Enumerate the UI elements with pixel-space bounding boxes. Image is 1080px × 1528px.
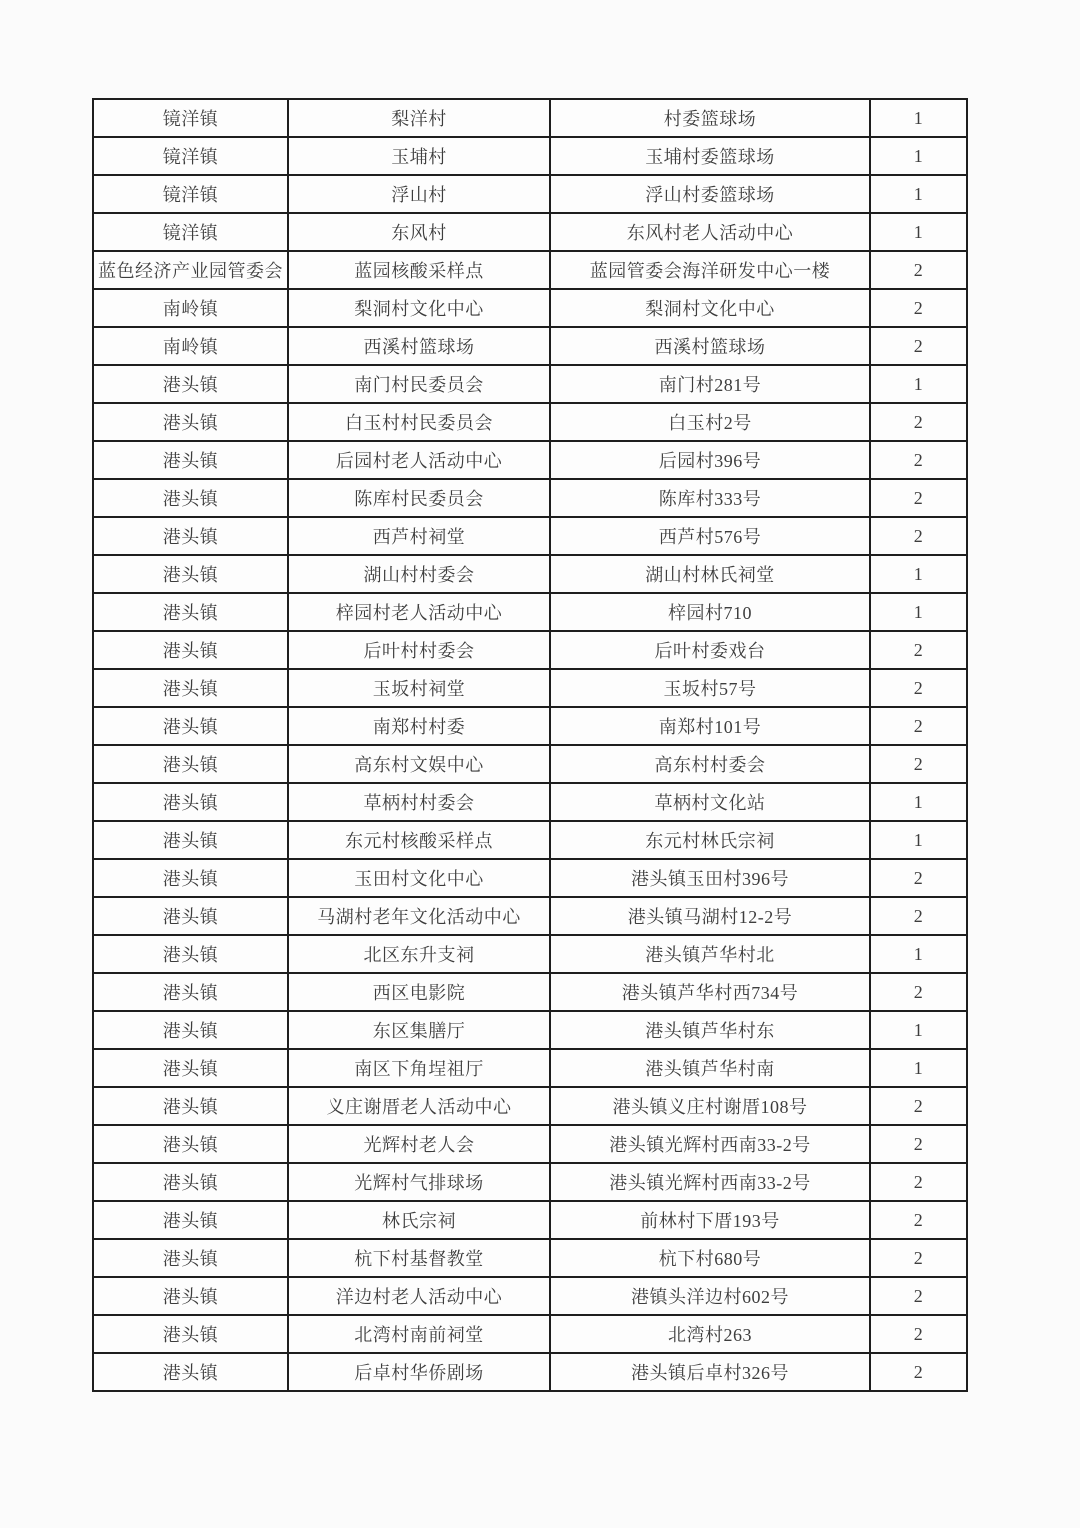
table-row	[93, 935, 967, 973]
cell-count: 2	[870, 973, 967, 1011]
cell-site-name: 东区集膳厅	[288, 1011, 550, 1049]
table-row	[93, 821, 967, 859]
cell-count: 1	[870, 1011, 967, 1049]
cell-address: 港头镇玉田村396号	[550, 859, 870, 897]
cell-site-name: 东风村	[288, 213, 550, 251]
cell-site-name: 西区电影院	[288, 973, 550, 1011]
cell-count: 1	[870, 1049, 967, 1087]
cell-count: 2	[870, 403, 967, 441]
cell-town: 镜洋镇	[93, 137, 288, 175]
cell-town: 港头镇	[93, 783, 288, 821]
cell-town: 港头镇	[93, 517, 288, 555]
table-row	[93, 479, 967, 517]
cell-site-name: 梨洋村	[288, 99, 550, 137]
cell-site-name: 梓园村老人活动中心	[288, 593, 550, 631]
cell-town: 港头镇	[93, 403, 288, 441]
cell-site-name: 马湖村老年文化活动中心	[288, 897, 550, 935]
cell-count: 2	[870, 1353, 967, 1391]
cell-address: 草柄村文化站	[550, 783, 870, 821]
cell-town: 港头镇	[93, 1353, 288, 1391]
cell-count: 1	[870, 935, 967, 973]
cell-town: 港头镇	[93, 859, 288, 897]
cell-address: 玉坂村57号	[550, 669, 870, 707]
cell-count: 2	[870, 479, 967, 517]
cell-town: 港头镇	[93, 1201, 288, 1239]
table-row	[93, 1163, 967, 1201]
table-row	[93, 289, 967, 327]
cell-site-name: 玉田村文化中心	[288, 859, 550, 897]
cell-site-name: 西溪村篮球场	[288, 327, 550, 365]
table-row	[93, 365, 967, 403]
cell-count: 2	[870, 289, 967, 327]
cell-count: 1	[870, 137, 967, 175]
cell-address: 港头镇芦华村南	[550, 1049, 870, 1087]
table-row	[93, 1049, 967, 1087]
table-row	[93, 593, 967, 631]
cell-town: 港头镇	[93, 593, 288, 631]
table-row	[93, 1315, 967, 1353]
cell-site-name: 湖山村村委会	[288, 555, 550, 593]
table-row	[93, 213, 967, 251]
cell-site-name: 后园村老人活动中心	[288, 441, 550, 479]
table-row	[93, 137, 967, 175]
cell-town: 港头镇	[93, 479, 288, 517]
cell-count: 2	[870, 707, 967, 745]
cell-site-name: 光辉村气排球场	[288, 1163, 550, 1201]
cell-site-name: 杭下村基督教堂	[288, 1239, 550, 1277]
cell-address: 南郑村101号	[550, 707, 870, 745]
cell-site-name: 后卓村华侨剧场	[288, 1353, 550, 1391]
cell-town: 南岭镇	[93, 289, 288, 327]
cell-address: 港头镇芦华村东	[550, 1011, 870, 1049]
cell-count: 2	[870, 1239, 967, 1277]
cell-site-name: 玉埔村	[288, 137, 550, 175]
cell-address: 浮山村委篮球场	[550, 175, 870, 213]
cell-town: 港头镇	[93, 1163, 288, 1201]
cell-site-name: 光辉村老人会	[288, 1125, 550, 1163]
cell-town: 港头镇	[93, 745, 288, 783]
cell-town: 南岭镇	[93, 327, 288, 365]
cell-count: 2	[870, 517, 967, 555]
cell-address: 玉埔村委篮球场	[550, 137, 870, 175]
cell-count: 2	[870, 1125, 967, 1163]
table-row	[93, 897, 967, 935]
cell-address: 高东村村委会	[550, 745, 870, 783]
cell-site-name: 洋边村老人活动中心	[288, 1277, 550, 1315]
cell-town: 港头镇	[93, 1277, 288, 1315]
cell-address: 港头镇芦华村北	[550, 935, 870, 973]
table-row	[93, 1277, 967, 1315]
cell-address: 村委篮球场	[550, 99, 870, 137]
sampling-sites-table	[92, 98, 968, 1392]
cell-town: 港头镇	[93, 1239, 288, 1277]
cell-site-name: 高东村文娱中心	[288, 745, 550, 783]
cell-site-name: 蓝园核酸采样点	[288, 251, 550, 289]
cell-address: 港头镇光辉村西南33-2号	[550, 1163, 870, 1201]
table-row	[93, 745, 967, 783]
cell-site-name: 草柄村村委会	[288, 783, 550, 821]
cell-site-name: 南区下角埕祖厅	[288, 1049, 550, 1087]
cell-address: 港头镇马湖村12-2号	[550, 897, 870, 935]
table-row	[93, 327, 967, 365]
table-row	[93, 1087, 967, 1125]
cell-site-name: 北区东升支祠	[288, 935, 550, 973]
table-row	[93, 783, 967, 821]
cell-count: 2	[870, 251, 967, 289]
cell-town: 镜洋镇	[93, 175, 288, 213]
table-row	[93, 1011, 967, 1049]
cell-town: 港头镇	[93, 1011, 288, 1049]
cell-count: 2	[870, 745, 967, 783]
cell-address: 西溪村篮球场	[550, 327, 870, 365]
cell-town: 港头镇	[93, 669, 288, 707]
cell-town: 港头镇	[93, 821, 288, 859]
table-row	[93, 251, 967, 289]
table-row	[93, 859, 967, 897]
cell-site-name: 南郑村村委	[288, 707, 550, 745]
cell-town: 港头镇	[93, 365, 288, 403]
cell-address: 陈库村333号	[550, 479, 870, 517]
cell-town: 港头镇	[93, 707, 288, 745]
cell-address: 东元村林氏宗祠	[550, 821, 870, 859]
cell-count: 2	[870, 1277, 967, 1315]
cell-address: 港头镇光辉村西南33-2号	[550, 1125, 870, 1163]
cell-address: 东风村老人活动中心	[550, 213, 870, 251]
cell-site-name: 义庄谢厝老人活动中心	[288, 1087, 550, 1125]
cell-count: 1	[870, 593, 967, 631]
cell-address: 梨洞村文化中心	[550, 289, 870, 327]
cell-site-name: 玉坂村祠堂	[288, 669, 550, 707]
table-row	[93, 669, 967, 707]
cell-count: 2	[870, 631, 967, 669]
cell-town: 港头镇	[93, 1087, 288, 1125]
table-row	[93, 517, 967, 555]
cell-count: 1	[870, 821, 967, 859]
cell-address: 前林村下厝193号	[550, 1201, 870, 1239]
cell-count: 2	[870, 1315, 967, 1353]
cell-count: 2	[870, 669, 967, 707]
cell-count: 1	[870, 175, 967, 213]
cell-site-name: 南门村民委员会	[288, 365, 550, 403]
cell-address: 后叶村委戏台	[550, 631, 870, 669]
cell-address: 北湾村263	[550, 1315, 870, 1353]
cell-address: 湖山村林氏祠堂	[550, 555, 870, 593]
table-row	[93, 99, 967, 137]
cell-town: 港头镇	[93, 897, 288, 935]
cell-address: 白玉村2号	[550, 403, 870, 441]
cell-town: 港头镇	[93, 555, 288, 593]
cell-address: 港镇头洋边村602号	[550, 1277, 870, 1315]
cell-town: 港头镇	[93, 631, 288, 669]
cell-town: 镜洋镇	[93, 99, 288, 137]
cell-count: 1	[870, 555, 967, 593]
cell-count: 2	[870, 1163, 967, 1201]
cell-town: 港头镇	[93, 1049, 288, 1087]
cell-count: 1	[870, 99, 967, 137]
cell-address: 梓园村710	[550, 593, 870, 631]
cell-count: 2	[870, 1087, 967, 1125]
table-row	[93, 631, 967, 669]
cell-count: 2	[870, 327, 967, 365]
table-row	[93, 1201, 967, 1239]
cell-address: 杭下村680号	[550, 1239, 870, 1277]
table-row	[93, 1353, 967, 1391]
cell-site-name: 林氏宗祠	[288, 1201, 550, 1239]
table-row	[93, 403, 967, 441]
cell-address: 港头镇芦华村西734号	[550, 973, 870, 1011]
cell-town: 港头镇	[93, 973, 288, 1011]
cell-site-name: 北湾村南前祠堂	[288, 1315, 550, 1353]
cell-site-name: 白玉村村民委员会	[288, 403, 550, 441]
cell-address: 蓝园管委会海洋研发中心一楼	[550, 251, 870, 289]
cell-town: 港头镇	[93, 441, 288, 479]
sampling-table-body	[93, 99, 967, 1391]
cell-site-name: 梨洞村文化中心	[288, 289, 550, 327]
cell-town: 港头镇	[93, 1315, 288, 1353]
cell-site-name: 浮山村	[288, 175, 550, 213]
cell-town: 港头镇	[93, 935, 288, 973]
table-row	[93, 1239, 967, 1277]
cell-count: 2	[870, 897, 967, 935]
table-row	[93, 1125, 967, 1163]
cell-address: 后园村396号	[550, 441, 870, 479]
cell-count: 2	[870, 859, 967, 897]
cell-town: 港头镇	[93, 1125, 288, 1163]
cell-site-name: 后叶村村委会	[288, 631, 550, 669]
cell-count: 1	[870, 783, 967, 821]
table-row	[93, 707, 967, 745]
cell-address: 港头镇义庄村谢厝108号	[550, 1087, 870, 1125]
cell-count: 2	[870, 1201, 967, 1239]
cell-town: 镜洋镇	[93, 213, 288, 251]
table-row	[93, 175, 967, 213]
cell-site-name: 陈库村民委员会	[288, 479, 550, 517]
cell-town: 蓝色经济产业园管委会	[93, 251, 288, 289]
cell-address: 南门村281号	[550, 365, 870, 403]
cell-address: 西芦村576号	[550, 517, 870, 555]
cell-count: 1	[870, 365, 967, 403]
cell-count: 1	[870, 213, 967, 251]
cell-site-name: 西芦村祠堂	[288, 517, 550, 555]
table-row	[93, 441, 967, 479]
cell-count: 2	[870, 441, 967, 479]
table-row	[93, 555, 967, 593]
cell-address: 港头镇后卓村326号	[550, 1353, 870, 1391]
cell-site-name: 东元村核酸采样点	[288, 821, 550, 859]
table-row	[93, 973, 967, 1011]
